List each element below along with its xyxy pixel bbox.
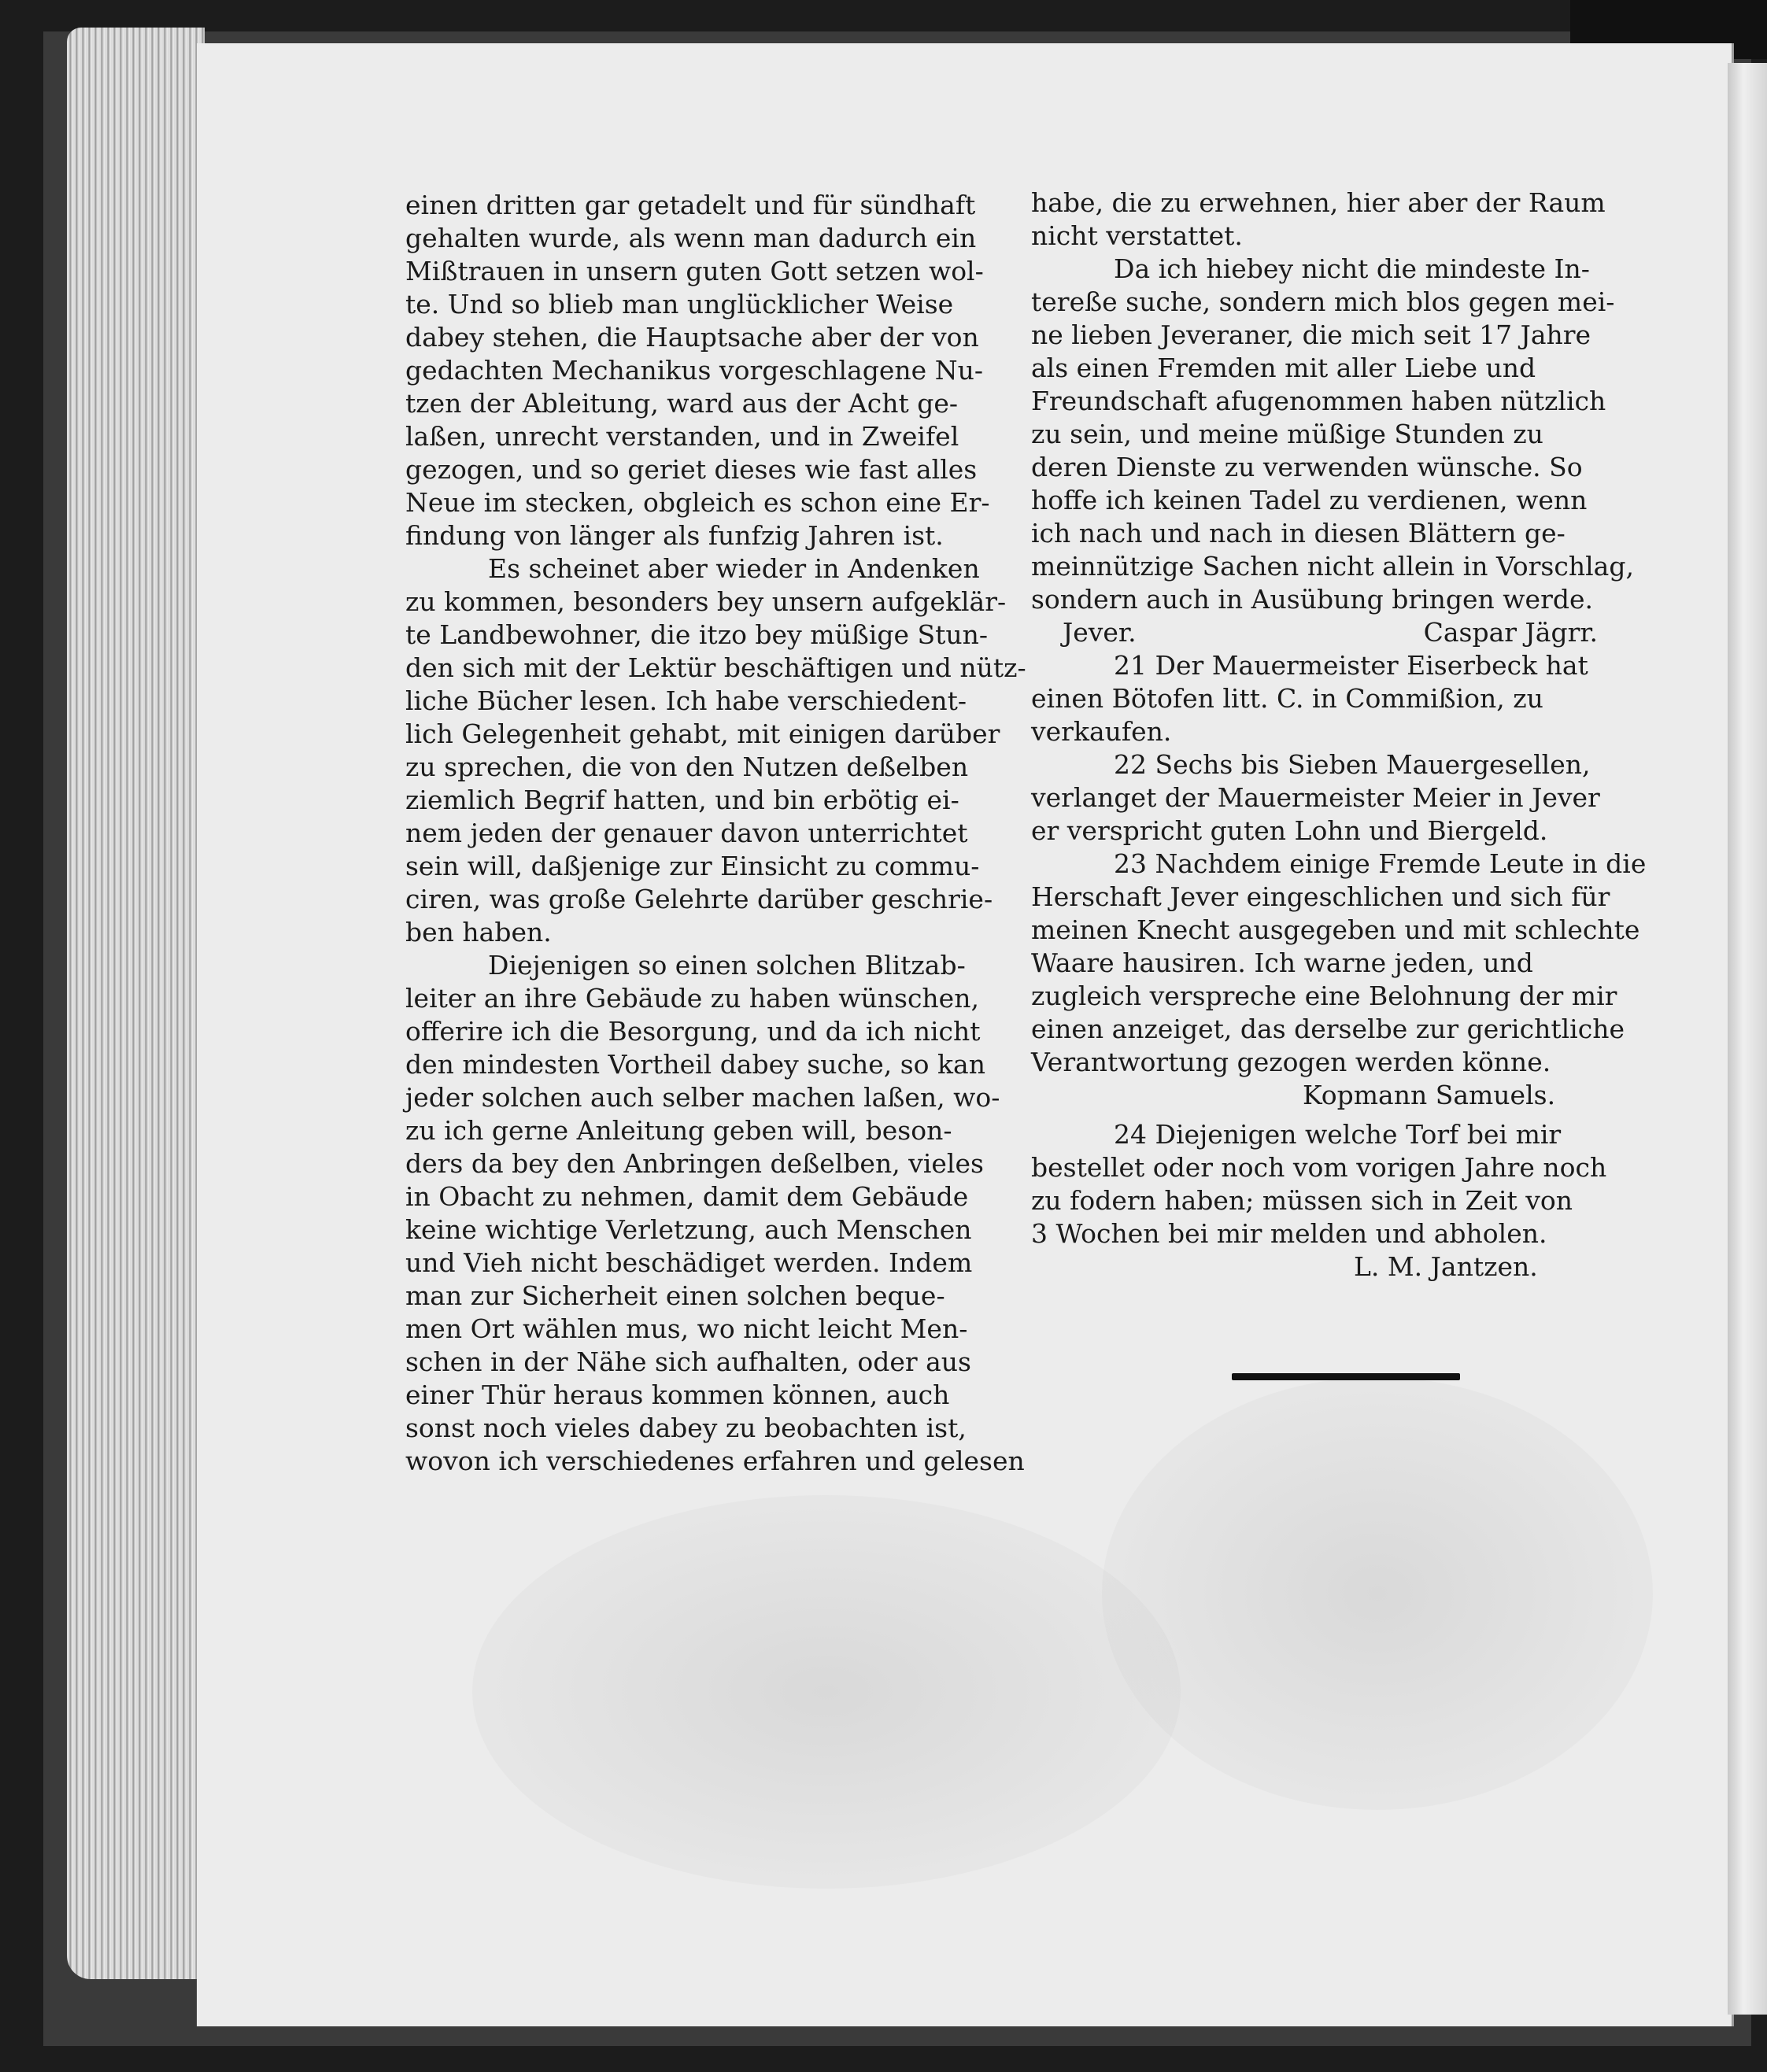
text-line: lich Gelegenheit gehabt, mit einigen darüber: [405, 718, 1000, 749]
text-line: jeder solchen auch selber machen laßen, wo-: [405, 1082, 1000, 1113]
text-line: den sich mit der Lektür beschäftigen und nütz-: [405, 652, 1026, 683]
text-line: 24 Diejenigen welche Torf bei mir: [1114, 1119, 1562, 1150]
page-edges: [67, 28, 205, 1979]
text-line: bestellet oder noch vom vorigen Jahre noch: [1031, 1152, 1607, 1183]
text-line: er verspricht guten Lohn und Biergeld.: [1031, 815, 1548, 846]
text-line: te. Und so blieb man unglücklicher Weise: [405, 289, 954, 319]
paper-stain: [472, 1495, 1181, 1889]
text-line: verkaufen.: [1031, 716, 1172, 747]
text-line: men Ort wählen mus, wo nicht leicht Men-: [405, 1313, 968, 1344]
right-column: [1031, 187, 1647, 1283]
paper-stain: [1102, 1377, 1653, 1810]
text-line: einer Thür heraus kommen können, auch: [405, 1379, 950, 1410]
text-line: und Vieh nicht beschädiget werden. Indem: [405, 1247, 973, 1278]
signature-name: Kopmann Samuels.: [1303, 1080, 1556, 1110]
text-line: ben haben.: [405, 917, 552, 947]
text-line: ders da bey den Anbringen deßelben, vieles: [405, 1148, 984, 1179]
text-line: zu ich gerne Anleitung geben will, beson-: [405, 1115, 952, 1146]
text-line: meinnützige Sachen nicht allein in Vorschlag,: [1031, 551, 1634, 582]
text-line: gehalten wurde, als wenn man dadurch ein: [405, 223, 977, 253]
text-line: ziemlich Begrif hatten, und bin erbötig ei-: [405, 785, 959, 815]
text-line: einen anzeiget, das derselbe zur gerichtliche: [1031, 1014, 1625, 1044]
facing-page-edge: [1728, 63, 1767, 2015]
text-line: zu sein, und meine müßige Stunden zu: [1031, 419, 1543, 449]
text-line: einen Bötofen litt. C. in Commißion, zu: [1031, 683, 1543, 714]
text-line: in Obacht zu nehmen, damit dem Gebäude: [405, 1181, 969, 1212]
text-line: dabey stehen, die Hauptsache aber der von: [405, 322, 979, 353]
text-line: zu sprechen, die von den Nutzen deßelben: [405, 752, 969, 782]
text-line: schen in der Nähe sich aufhalten, oder aus: [405, 1346, 971, 1377]
text-line: liche Bücher lesen. Ich habe verschiedent-: [405, 685, 967, 716]
text-line: leiter an ihre Gebäude zu haben wünschen,: [405, 983, 979, 1014]
text-line: ne lieben Jeveraner, die mich seit 17 Jahre: [1031, 319, 1591, 350]
left-column: [405, 189, 1026, 1478]
signature-row: [1031, 616, 1598, 649]
text-line: habe, die zu erwehnen, hier aber der Raum: [1031, 187, 1606, 218]
text-line: laßen, unrecht verstanden, und in Zweifel: [405, 421, 959, 452]
text-line: Mißtrauen in unsern guten Gott setzen wol-: [405, 256, 984, 286]
text-line: wovon ich verschiedenes erfahren und gelesen: [405, 1446, 1025, 1476]
text-line: zu kommen, besonders bey unsern aufgeklär-: [405, 586, 1007, 617]
text-line: ciren, was große Gelehrte darüber geschrie-: [405, 884, 993, 914]
text-line: ich nach und nach in diesen Blättern ge-: [1031, 518, 1566, 548]
text-line: findung von länger als funfzig Jahren ist.: [405, 520, 944, 551]
text-line: Neue im stecken, obgleich es schon eine Er-: [405, 487, 990, 518]
text-line: te Landbewohner, die itzo bey müßige Stun-: [405, 619, 989, 650]
text-line: man zur Sicherheit einen solchen beque-: [405, 1280, 945, 1311]
text-line: Da ich hiebey nicht die mindeste In-: [1114, 253, 1590, 284]
text-line: offerire ich die Besorgung, und da ich nicht: [405, 1016, 981, 1047]
text-line: Verantwortung gezogen werden könne.: [1031, 1047, 1551, 1077]
text-line: hoffe ich keinen Tadel zu verdienen, wenn: [1031, 485, 1588, 515]
text-line: 3 Wochen bei mir melden und abholen.: [1031, 1218, 1547, 1249]
text-line: Freundschaft afugenommen haben nützlich: [1031, 386, 1606, 416]
text-line: zu fodern haben; müssen sich in Zeit von: [1031, 1185, 1573, 1216]
text-line: 23 Nachdem einige Fremde Leute in die: [1114, 848, 1647, 879]
text-line: den mindesten Vortheil dabey suche, so kan: [405, 1049, 985, 1080]
text-line: deren Dienste zu verwenden wünsche. So: [1031, 452, 1583, 482]
text-line: Es scheinet aber wieder in Andenken: [488, 553, 980, 584]
signature-name: L. M. Jantzen.: [1354, 1251, 1538, 1282]
signature-name: Caspar Jägrr.: [1423, 617, 1598, 648]
text-line: zugleich verspreche eine Belohnung der mir: [1031, 981, 1617, 1011]
text-line: nicht verstattet.: [1031, 220, 1243, 251]
text-line: sein will, daßjenige zur Einsicht zu commu-: [405, 851, 980, 881]
text-line: sonst noch vieles dabey zu beobachten ist,: [405, 1413, 967, 1443]
text-line: sondern auch in Ausübung bringen werde.: [1031, 584, 1593, 615]
text-line: tzen der Ableitung, ward aus der Acht ge-: [405, 388, 959, 419]
section-rule: [1232, 1373, 1460, 1380]
text-line: nem jeden der genauer davon unterrichtet: [405, 818, 968, 848]
text-line: tereße suche, sondern mich blos gegen mei-: [1031, 286, 1615, 317]
text-line: 22 Sechs bis Sieben Mauergesellen,: [1114, 749, 1591, 780]
text-line: Waare hausiren. Ich warne jeden, und: [1031, 947, 1533, 978]
text-line: keine wichtige Verletzung, auch Menschen: [405, 1214, 972, 1245]
text-line: gezogen, und so geriet dieses wie fast alles: [405, 454, 978, 485]
text-line: gedachten Mechanikus vorgeschlagene Nu-: [405, 355, 983, 386]
text-line: als einen Fremden mit aller Liebe und: [1031, 353, 1536, 383]
signature-place: Jever.: [1063, 617, 1137, 648]
text-line: Herschaft Jever eingeschlichen und sich für: [1031, 881, 1610, 912]
text-line: verlanget der Mauermeister Meier in Jever: [1031, 782, 1600, 813]
text-line: Diejenigen so einen solchen Blitzab-: [488, 950, 966, 981]
text-line: meinen Knecht ausgegeben und mit schlechte: [1031, 914, 1640, 945]
text-line: einen dritten gar getadelt und für sündhaft: [405, 190, 976, 220]
text-line: 21 Der Mauermeister Eiserbeck hat: [1114, 650, 1588, 681]
